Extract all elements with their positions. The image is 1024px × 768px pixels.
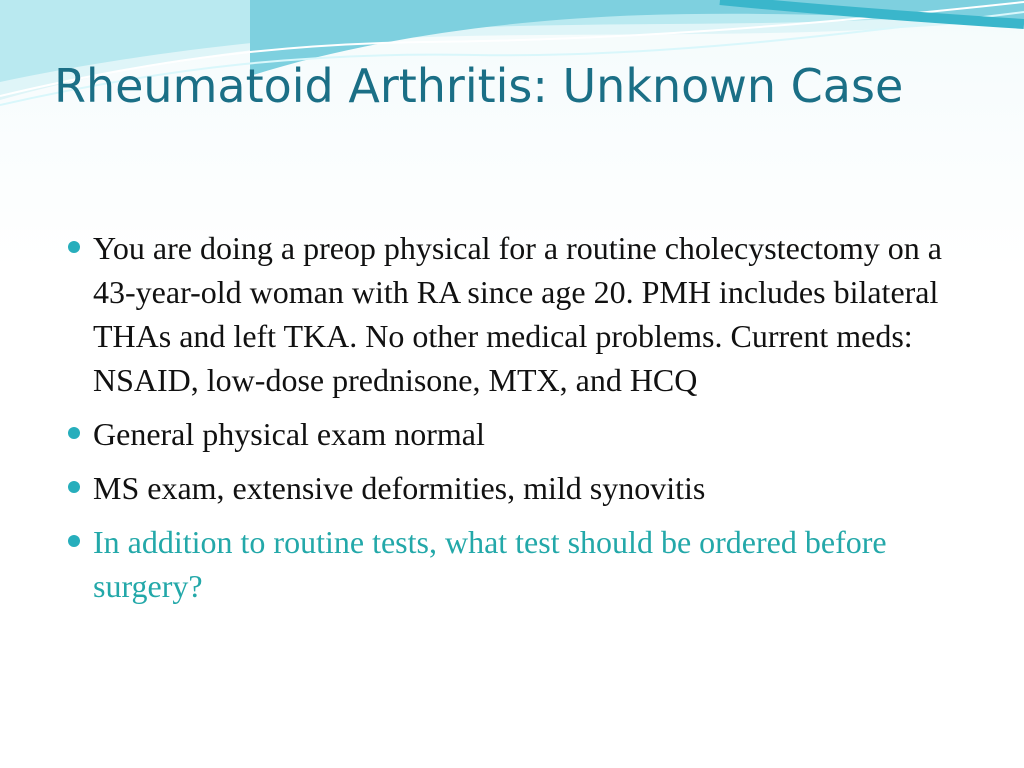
bullet-item-general-exam (64, 412, 964, 456)
bullet-dot-icon (68, 535, 80, 547)
bullet-text: You are doing a preop physical for a routine cholecystectomy on a 43-year-old woman with RA since age 20. PMH includes bilateral THAs and left TKA. No other medical problems. Current meds: NSAID, low-dose prednisone, MTX, and HCQ (93, 230, 942, 398)
bullet-list (64, 226, 964, 618)
bullet-text: General physical exam normal (93, 416, 485, 452)
bullet-question-text: In addition to routine tests, what test should be ordered before surgery? (93, 524, 887, 604)
bullet-dot-icon (68, 427, 80, 439)
slide-title: Rheumatoid Arthritis: Unknown Case (54, 59, 904, 113)
bullet-dot-icon (68, 481, 80, 493)
bullet-item-case-description (64, 226, 964, 402)
bullet-dot-icon (68, 241, 80, 253)
bullet-text: MS exam, extensive deformities, mild synovitis (93, 470, 706, 506)
bullet-item-ms-exam (64, 466, 964, 510)
bullet-item-question (64, 520, 964, 608)
